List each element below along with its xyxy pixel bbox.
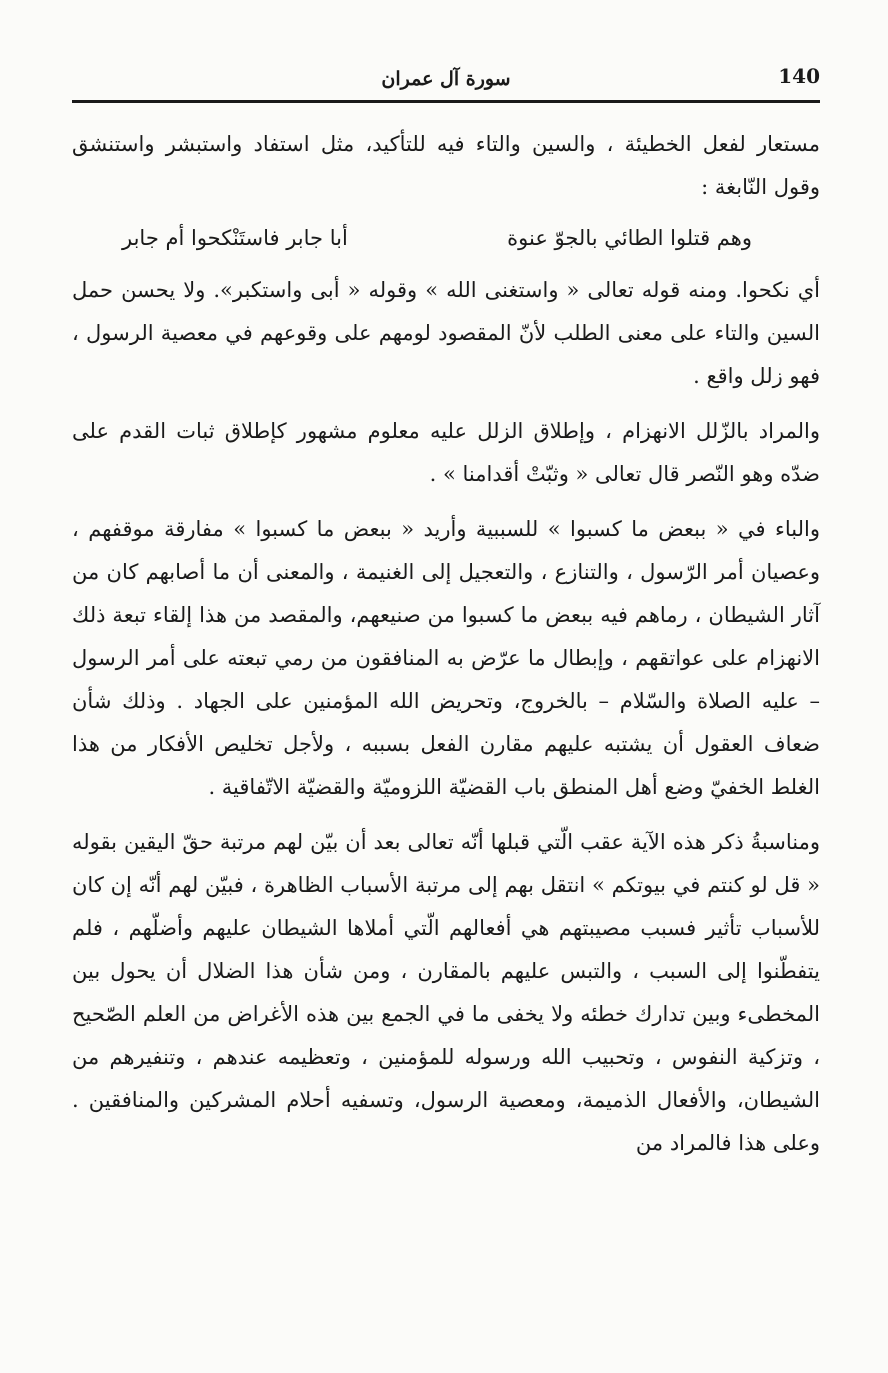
verse-first-hemistich: وهم قتلوا الطائي بالجوّ عنوة [507, 226, 752, 250]
paragraph-3: والمراد بالزّلل الانهزام ، وإطلاق الزلل عليه معلوم مشهور كإطلاق ثبات القدم على ضدّه وهو النّصر قال تعالى « وثبّتْ أقدامنا » . [72, 419, 820, 486]
paragraph-5: ومناسبةُ ذكر هذه الآية عقب الّتي قبلها أنّه تعالى بعد أن بيّن لهم مرتبة حقّ اليقين بقوله « قل لو كنتم في بيوتكم » انتقل بهم إلى مرتبة الأسباب الظاهرة ، فبيّن لهم أنّه إن كان للأسباب تأثير فسبب مصيبتهم هي أفعالهم الّتي أملاها الشيطان عليهم وأضلّهم ، فلم يتفطّنوا إلى السبب ، والتبس عليهم بالمقارن ، ومن شأن هذا الضلال أن يحول بين المخطىء وبين تدارك خطئه ولا يخفى ما في الجمع بين هذه الأغراض من العلم الصّحيح ، وتزكية النفوس ، وتحبيب الله ورسوله للمؤمنين ، وتعظيمه عندهم ، وتنفيرهم من الشيطان، والأفعال الذميمة، ومعصية الرسول، وتسفيه أحلام المشركين والمنافقين . وعلى هذا فالمراد من [72, 830, 820, 1155]
paragraph-2: أي نكحوا. ومنه قوله تعالى « واستغنى الله » وقوله « أبى واستكبر». ولا يحسن حمل السين والتاء على معنى الطلب لأنّ المقصود لومهم على وقوعهم في معصية الرسول ، فهو زلل واقع . [72, 278, 820, 388]
running-title: سورة آل عمران [381, 68, 511, 90]
page-number: 140 [778, 64, 820, 88]
page-header [72, 60, 820, 103]
paragraph-4: والباء في « ببعض ما كسبوا » للسببية وأريد « ببعض ما كسبوا » مفارقة موقفهم ، وعصيان أمر الرّسول ، والتنازع ، والتعجيل إلى الغنيمة ، والمعنى أن ما أصابهم كان من آثار الشيطان ، رماهم فيه ببعض ما كسبوا من صنيعهم، والمقصد من هذا إلقاء تبعة ذلك الانهزام على عواتقهم ، وإبطال ما عرّض به المنافقون من رمي تبعته على أمر الرسول – عليه الصلاة والسّلام – بالخروج، وتحريض الله المؤمنين على الجهاد . وذلك شأن ضعاف العقول أن يشتبه عليهم مقارن الفعل بسببه ، ولأجل تخليص الأفكار من هذا الغلط الخفيّ وضع أهل المنطق باب القضيّة اللزوميّة والقضيّة الاتّفاقية . [72, 517, 820, 799]
page-body [72, 123, 820, 1165]
paragraph-1: مستعار لفعل الخطيئة ، والسين والتاء فيه للتأكيد، مثل استفاد واستبشر واستنشق وقول النّابغة : [72, 132, 820, 199]
poetry-verse [72, 213, 820, 261]
verse-second-hemistich: أبا جابر فاستَنْكحوا أم جابر [122, 226, 348, 250]
